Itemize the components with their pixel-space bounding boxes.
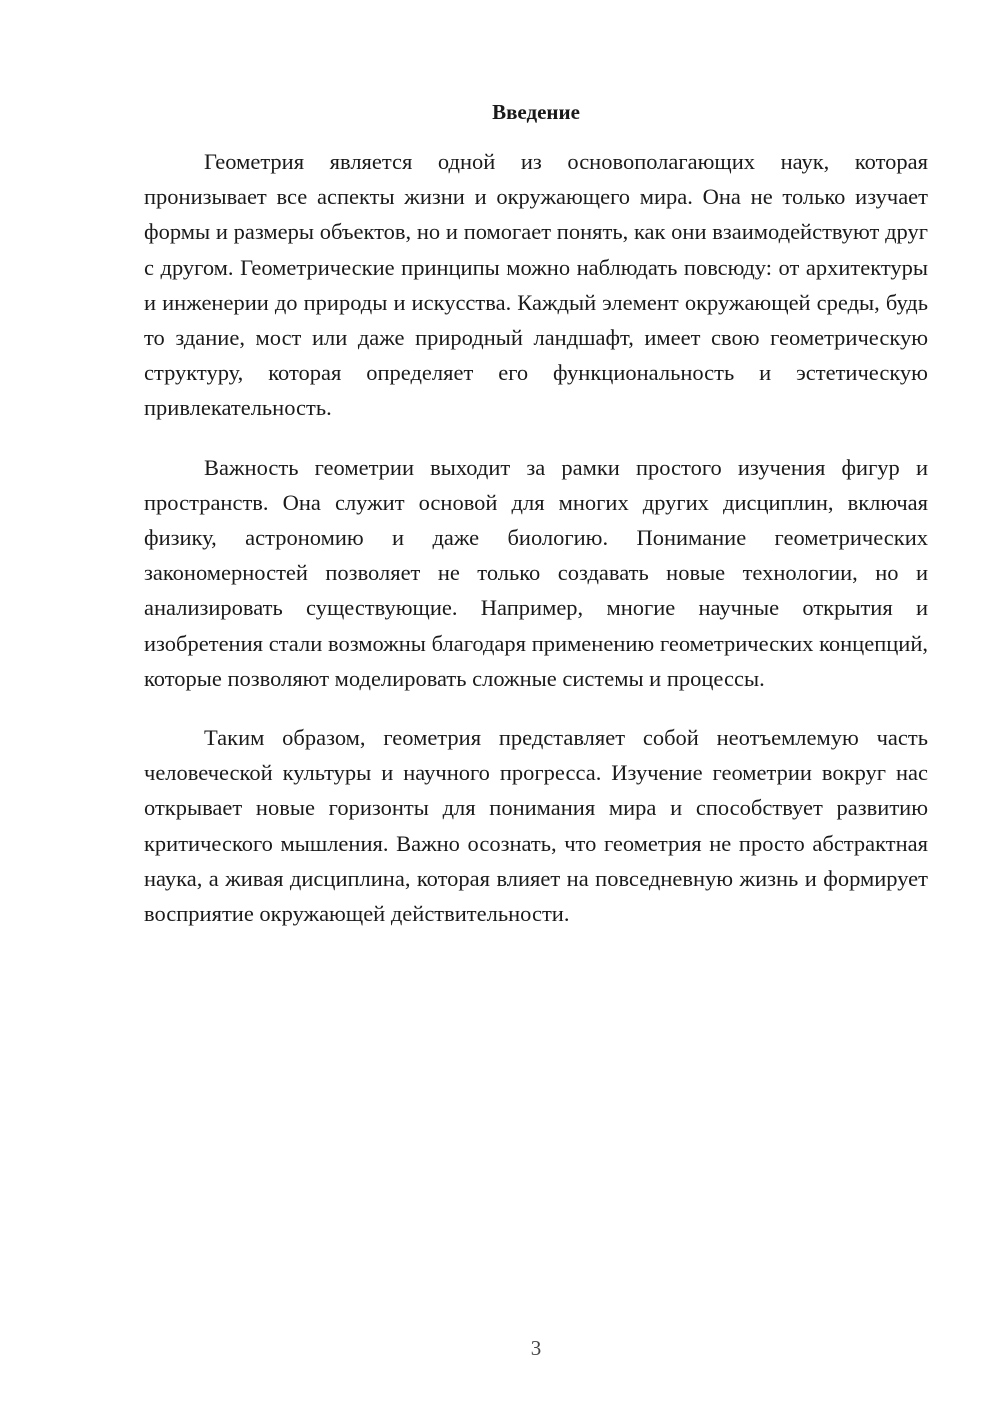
paragraph-3: Таким образом, геометрия представляет собой неотъемлемую часть человеческой культуры и научного прогресса. Изучение геометрии вокруг нас открывает новые горизонты для понимания мира и способствует развитию критического мышления. Важно осознать, что геометрия не просто абстрактная наука, а живая дисциплина, которая влияет на повседневную жизнь и формирует восприятие окружающей действительности.	[144, 725, 928, 927]
paragraph-2: Важность геометрии выходит за рамки простого изучения фигур и пространств. Она служит основой для многих других дисциплин, включая физику, астрономию и даже биологию. Понимание геометрических закономерностей позволяет не только создавать новые технологии, но и анализировать существующие. Например, многие научные открытия и изобретения стали возможны благодаря применению геометрических концепций, которые позволяют моделировать сложные системы и процессы.	[144, 454, 928, 691]
body-text	[144, 144, 928, 955]
page-number: 3	[530, 1336, 542, 1360]
page-title: Введение	[492, 100, 580, 124]
paragraph-1: Геометрия является одной из основополагающих наук, которая пронизывает все аспекты жизни и окружающего мира. Она не только изучает формы и размеры объектов, но и помогает понять, как они взаимодействуют друг с другом. Геометрические принципы можно наблюдать повсюду: от архитектуры и инженерии до природы и искусства. Каждый элемент окружающей среды, будь то здание, мост или даже природный ландшафт, имеет свою геометрическую структуру, которая определяет его функциональность и эстетическую привлекательность.	[144, 149, 928, 421]
